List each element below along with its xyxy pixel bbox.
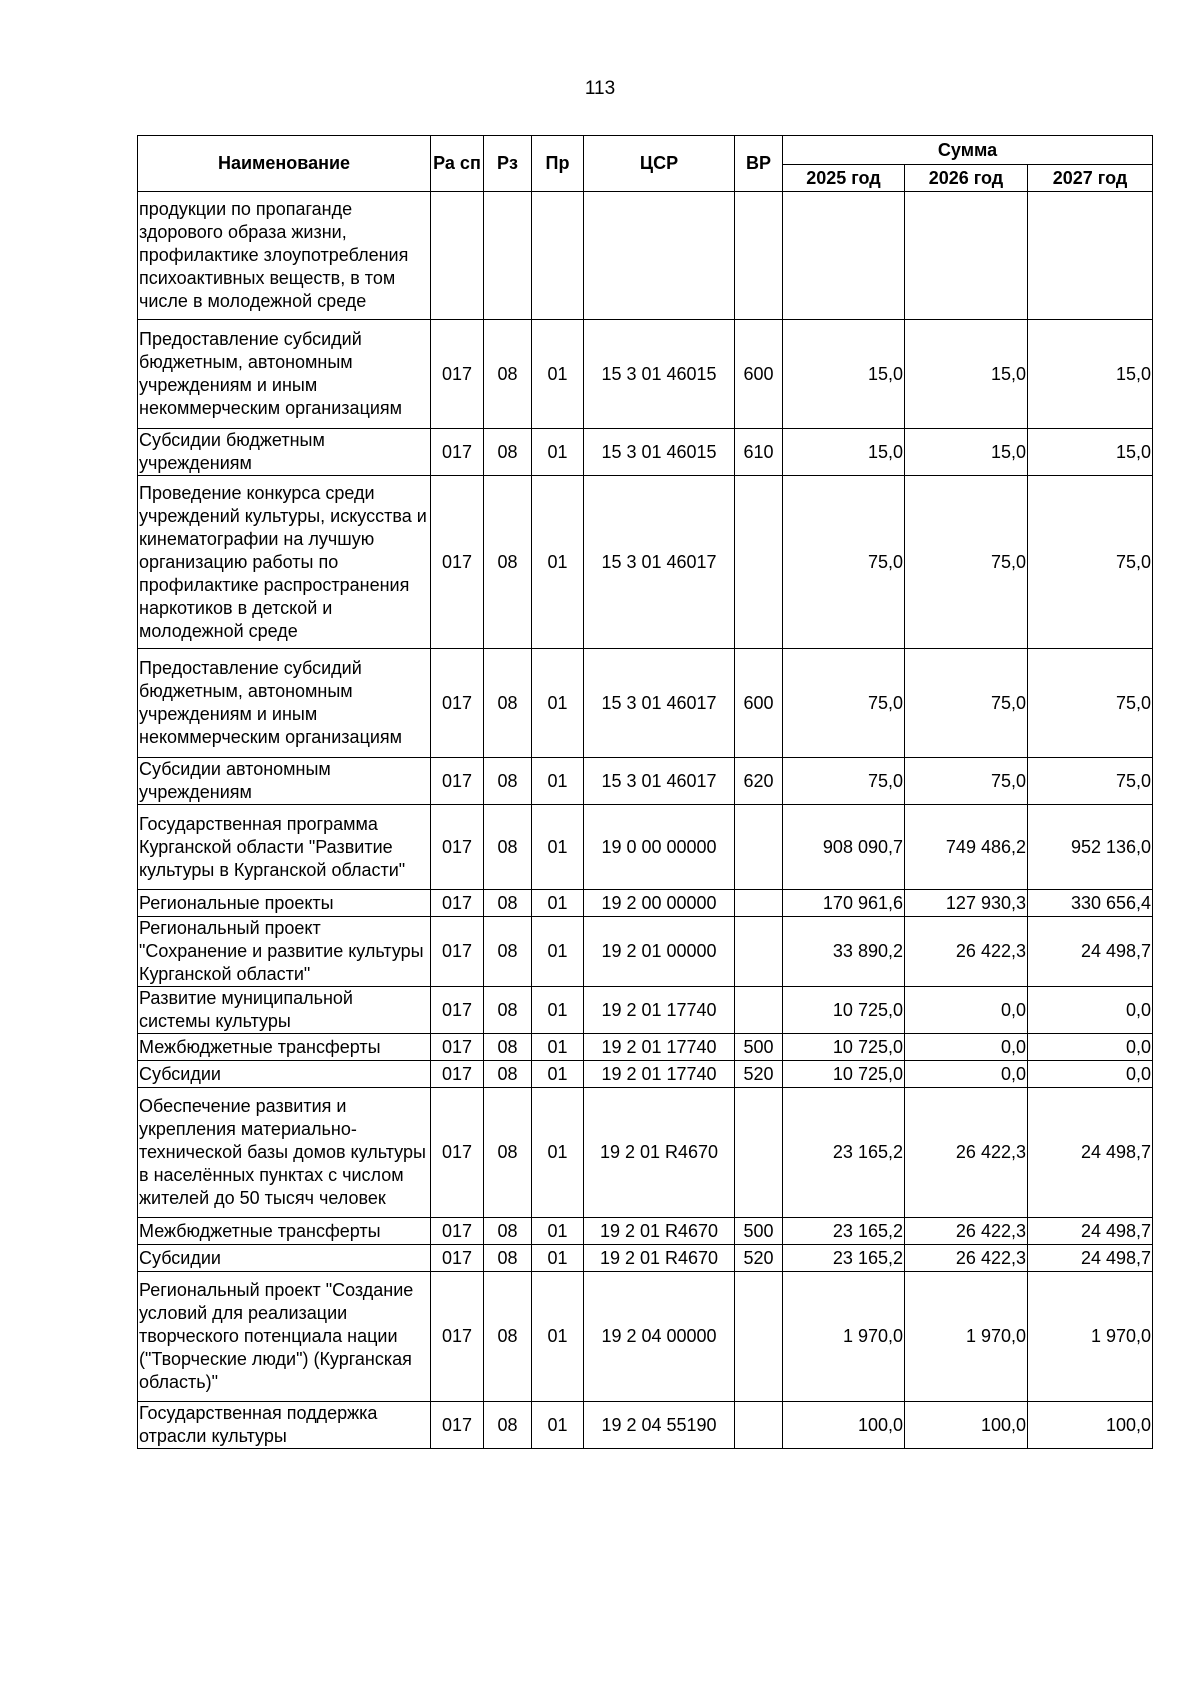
row-amount-2025: 75,0 [783, 476, 905, 649]
row-pr: 01 [532, 429, 584, 476]
row-amount-2025: 23 165,2 [783, 1088, 905, 1218]
row-rz: 08 [484, 758, 532, 805]
row-amount-2025: 15,0 [783, 429, 905, 476]
row-csr: 19 2 01 17740 [584, 1061, 735, 1088]
row-pr: 01 [532, 1088, 584, 1218]
row-pr [532, 192, 584, 320]
row-vr: 520 [735, 1061, 783, 1088]
row-pr: 01 [532, 1272, 584, 1402]
table-row [138, 917, 1153, 987]
row-csr: 19 2 04 55190 [584, 1402, 735, 1449]
row-name: Региональный проект "Сохранение и развитие культуры Курганской области" [138, 917, 431, 987]
row-rz: 08 [484, 987, 532, 1034]
row-vr [735, 987, 783, 1034]
row-rz: 08 [484, 1402, 532, 1449]
row-vr [735, 192, 783, 320]
row-amount-2026: 75,0 [905, 649, 1028, 758]
row-vr [735, 1272, 783, 1402]
row-name: Обеспечение развития и укрепления материально-технической базы домов культуры в населённых пунктах с числом жителей до 50 тысяч человек [138, 1088, 431, 1218]
row-pr: 01 [532, 805, 584, 890]
header-year-2026: 2026 год [905, 165, 1028, 192]
row-amount-2025: 10 725,0 [783, 1034, 905, 1061]
table-row [138, 1218, 1153, 1245]
table-row [138, 320, 1153, 429]
row-vr [735, 890, 783, 917]
row-amount-2026: 26 422,3 [905, 1088, 1028, 1218]
table-row [138, 1245, 1153, 1272]
row-amount-2025 [783, 192, 905, 320]
row-vr: 620 [735, 758, 783, 805]
row-rasp: 017 [431, 476, 484, 649]
row-rz: 08 [484, 1061, 532, 1088]
row-amount-2026: 100,0 [905, 1402, 1028, 1449]
table-row [138, 987, 1153, 1034]
row-name: Субсидии [138, 1245, 431, 1272]
row-amount-2026: 26 422,3 [905, 917, 1028, 987]
row-amount-2026: 0,0 [905, 1034, 1028, 1061]
row-rasp: 017 [431, 649, 484, 758]
table-row [138, 1061, 1153, 1088]
row-csr: 19 2 01 R4670 [584, 1218, 735, 1245]
row-rz: 08 [484, 649, 532, 758]
row-amount-2025: 15,0 [783, 320, 905, 429]
row-amount-2025: 33 890,2 [783, 917, 905, 987]
table-row [138, 1088, 1153, 1218]
row-rasp: 017 [431, 1088, 484, 1218]
row-vr [735, 1088, 783, 1218]
table-row [138, 805, 1153, 890]
row-amount-2026: 15,0 [905, 320, 1028, 429]
row-vr [735, 917, 783, 987]
row-amount-2027: 24 498,7 [1028, 1088, 1153, 1218]
row-amount-2027 [1028, 192, 1153, 320]
row-amount-2026: 75,0 [905, 758, 1028, 805]
row-csr: 15 3 01 46015 [584, 320, 735, 429]
row-vr: 600 [735, 649, 783, 758]
row-name: Межбюджетные трансферты [138, 1034, 431, 1061]
row-rasp: 017 [431, 1272, 484, 1402]
row-rz: 08 [484, 1245, 532, 1272]
row-amount-2025: 1 970,0 [783, 1272, 905, 1402]
row-amount-2027: 24 498,7 [1028, 1218, 1153, 1245]
row-amount-2027: 24 498,7 [1028, 917, 1153, 987]
row-rasp: 017 [431, 987, 484, 1034]
row-csr [584, 192, 735, 320]
row-amount-2025: 100,0 [783, 1402, 905, 1449]
row-name: Предоставление субсидий бюджетным, автономным учреждениям и иным некоммерческим организациям [138, 320, 431, 429]
row-csr: 15 3 01 46017 [584, 758, 735, 805]
table-row [138, 1272, 1153, 1402]
row-rasp: 017 [431, 429, 484, 476]
row-rasp: 017 [431, 917, 484, 987]
row-name: Региональные проекты [138, 890, 431, 917]
row-amount-2026: 26 422,3 [905, 1218, 1028, 1245]
header-rz: Рз [484, 136, 532, 192]
row-rasp: 017 [431, 758, 484, 805]
table-row [138, 758, 1153, 805]
row-amount-2026: 0,0 [905, 1061, 1028, 1088]
table-header [138, 136, 1153, 192]
budget-table [137, 135, 1153, 1449]
page-number: 113 [584, 78, 616, 99]
row-amount-2027: 15,0 [1028, 429, 1153, 476]
row-amount-2027: 0,0 [1028, 987, 1153, 1034]
header-sum: Сумма [783, 136, 1153, 165]
row-name: Развитие муниципальной системы культуры [138, 987, 431, 1034]
row-rasp: 017 [431, 1034, 484, 1061]
row-pr: 01 [532, 1034, 584, 1061]
row-amount-2027: 330 656,4 [1028, 890, 1153, 917]
row-vr [735, 805, 783, 890]
row-rz: 08 [484, 890, 532, 917]
row-name: Государственная программа Курганской области "Развитие культуры в Курганской области" [138, 805, 431, 890]
row-pr: 01 [532, 1245, 584, 1272]
row-csr: 19 2 01 R4670 [584, 1245, 735, 1272]
row-pr: 01 [532, 987, 584, 1034]
row-rasp: 017 [431, 1245, 484, 1272]
row-name: Предоставление субсидий бюджетным, автономным учреждениям и иным некоммерческим организациям [138, 649, 431, 758]
row-amount-2026: 75,0 [905, 476, 1028, 649]
row-csr: 19 2 01 17740 [584, 1034, 735, 1061]
header-year-2025: 2025 год [783, 165, 905, 192]
row-vr [735, 476, 783, 649]
row-csr: 15 3 01 46017 [584, 649, 735, 758]
header-csr: ЦСР [584, 136, 735, 192]
row-pr: 01 [532, 890, 584, 917]
table-row [138, 476, 1153, 649]
row-vr: 520 [735, 1245, 783, 1272]
row-rz: 08 [484, 917, 532, 987]
header-name: Наименование [138, 136, 431, 192]
row-amount-2026: 1 970,0 [905, 1272, 1028, 1402]
table-row [138, 429, 1153, 476]
row-csr: 15 3 01 46015 [584, 429, 735, 476]
row-amount-2027: 0,0 [1028, 1061, 1153, 1088]
row-rasp: 017 [431, 1218, 484, 1245]
row-amount-2027: 24 498,7 [1028, 1245, 1153, 1272]
row-pr: 01 [532, 1402, 584, 1449]
row-amount-2025: 23 165,2 [783, 1245, 905, 1272]
row-amount-2025: 10 725,0 [783, 987, 905, 1034]
row-name: Межбюджетные трансферты [138, 1218, 431, 1245]
row-pr: 01 [532, 758, 584, 805]
table-row [138, 192, 1153, 320]
row-amount-2026: 15,0 [905, 429, 1028, 476]
header-year-2027: 2027 год [1028, 165, 1153, 192]
table-row [138, 1034, 1153, 1061]
row-amount-2026: 127 930,3 [905, 890, 1028, 917]
row-pr: 01 [532, 320, 584, 429]
table-row [138, 649, 1153, 758]
row-amount-2027: 75,0 [1028, 476, 1153, 649]
row-rasp: 017 [431, 805, 484, 890]
row-pr: 01 [532, 476, 584, 649]
row-csr: 19 0 00 00000 [584, 805, 735, 890]
row-amount-2027: 75,0 [1028, 758, 1153, 805]
row-rz: 08 [484, 1088, 532, 1218]
row-pr: 01 [532, 917, 584, 987]
row-pr: 01 [532, 649, 584, 758]
row-rasp [431, 192, 484, 320]
row-name: Государственная поддержка отрасли культуры [138, 1402, 431, 1449]
row-amount-2026: 749 486,2 [905, 805, 1028, 890]
row-pr: 01 [532, 1218, 584, 1245]
row-rz: 08 [484, 1272, 532, 1402]
row-rasp: 017 [431, 890, 484, 917]
header-pr: Пр [532, 136, 584, 192]
row-csr: 19 2 00 00000 [584, 890, 735, 917]
row-vr: 600 [735, 320, 783, 429]
header-vr: ВР [735, 136, 783, 192]
row-amount-2027: 15,0 [1028, 320, 1153, 429]
row-amount-2027: 100,0 [1028, 1402, 1153, 1449]
row-rz: 08 [484, 805, 532, 890]
row-amount-2026: 26 422,3 [905, 1245, 1028, 1272]
row-amount-2027: 75,0 [1028, 649, 1153, 758]
row-name: Проведение конкурса среди учреждений культуры, искусства и кинематографии на лучшую организацию работы по профилактике распространения наркотиков в детской и молодежной среде [138, 476, 431, 649]
row-amount-2025: 75,0 [783, 649, 905, 758]
row-rasp: 017 [431, 1061, 484, 1088]
row-vr: 610 [735, 429, 783, 476]
row-amount-2026 [905, 192, 1028, 320]
row-csr: 19 2 01 17740 [584, 987, 735, 1034]
row-amount-2027: 1 970,0 [1028, 1272, 1153, 1402]
row-rz [484, 192, 532, 320]
row-amount-2025: 908 090,7 [783, 805, 905, 890]
table-row [138, 1402, 1153, 1449]
table-body [138, 192, 1153, 1449]
row-name: Субсидии бюджетным учреждениям [138, 429, 431, 476]
row-csr: 19 2 01 R4670 [584, 1088, 735, 1218]
row-amount-2025: 10 725,0 [783, 1061, 905, 1088]
header-rasp: Ра сп [431, 136, 484, 192]
row-csr: 19 2 01 00000 [584, 917, 735, 987]
row-rasp: 017 [431, 1402, 484, 1449]
row-amount-2027: 952 136,0 [1028, 805, 1153, 890]
row-vr [735, 1402, 783, 1449]
row-pr: 01 [532, 1061, 584, 1088]
table-row [138, 890, 1153, 917]
row-name: Субсидии [138, 1061, 431, 1088]
row-rz: 08 [484, 429, 532, 476]
row-amount-2026: 0,0 [905, 987, 1028, 1034]
row-rz: 08 [484, 1218, 532, 1245]
row-name: Региональный проект "Создание условий для реализации творческого потенциала нации ("Творческие люди") (Курганская область)" [138, 1272, 431, 1402]
row-amount-2025: 23 165,2 [783, 1218, 905, 1245]
row-rz: 08 [484, 1034, 532, 1061]
row-vr: 500 [735, 1218, 783, 1245]
row-rasp: 017 [431, 320, 484, 429]
row-name: продукции по пропаганде здорового образа жизни, профилактике злоупотребления психоактивных веществ, в том числе в молодежной среде [138, 192, 431, 320]
row-amount-2025: 170 961,6 [783, 890, 905, 917]
row-csr: 15 3 01 46017 [584, 476, 735, 649]
row-rz: 08 [484, 320, 532, 429]
row-csr: 19 2 04 00000 [584, 1272, 735, 1402]
row-rz: 08 [484, 476, 532, 649]
row-amount-2027: 0,0 [1028, 1034, 1153, 1061]
row-vr: 500 [735, 1034, 783, 1061]
row-name: Субсидии автономным учреждениям [138, 758, 431, 805]
row-amount-2025: 75,0 [783, 758, 905, 805]
